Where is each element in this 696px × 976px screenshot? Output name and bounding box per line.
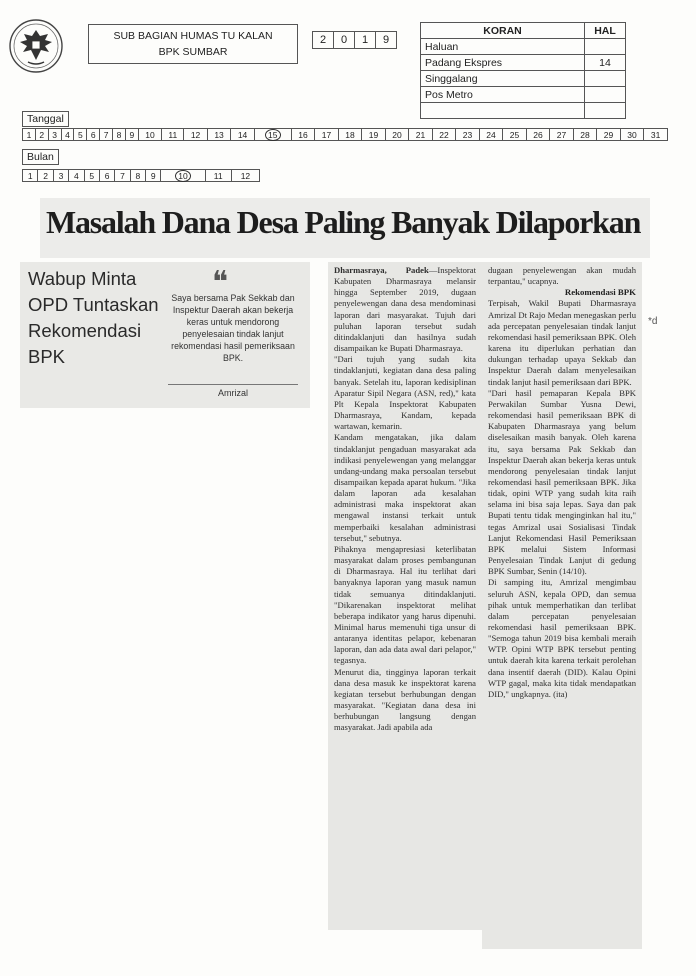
page-number bbox=[585, 71, 626, 87]
scale-number: 12 bbox=[190, 129, 201, 140]
scale-number: 28 bbox=[580, 129, 590, 140]
scale-cell-circled bbox=[161, 170, 205, 182]
pull-quote-author: Amrizal bbox=[217, 388, 248, 398]
scale-cell bbox=[207, 129, 231, 141]
scale-number: 8 bbox=[116, 129, 122, 140]
scale-cell bbox=[162, 129, 184, 141]
scale-number: 16 bbox=[298, 129, 308, 140]
scale-cell bbox=[146, 170, 161, 182]
scale-number: 18 bbox=[345, 129, 355, 140]
scale-number: 5 bbox=[78, 129, 83, 140]
bulan-label: Bulan bbox=[22, 149, 59, 165]
scale-cell bbox=[456, 129, 480, 141]
garuda-emblem-icon bbox=[8, 18, 64, 74]
scale-cell bbox=[231, 129, 255, 141]
pull-quote: Saya bersama Pak Sekkab dan Inspektur Daerah akan bekerja keras untuk mendorong penyelesaian tindak lanjut rekomendasi hasil pemeriksaan BPK. bbox=[171, 293, 295, 363]
scale-cell bbox=[74, 129, 87, 141]
scale-cell bbox=[184, 129, 208, 141]
table-row bbox=[421, 103, 626, 119]
scale-number: 5 bbox=[89, 170, 95, 181]
scale-cell bbox=[130, 170, 145, 182]
article-dateline: Dharmasraya, Padek bbox=[334, 265, 429, 275]
scale-number: 10 bbox=[145, 129, 155, 140]
newspaper-name: Pos Metro bbox=[421, 87, 585, 103]
scale-cell bbox=[231, 170, 259, 182]
scale-number: 30 bbox=[627, 129, 637, 140]
office-line-2: BPK SUMBAR bbox=[158, 46, 228, 58]
office-label-box bbox=[88, 24, 298, 64]
scale-number: 14 bbox=[237, 129, 248, 140]
scale-number: 1 bbox=[27, 170, 33, 181]
office-line-1: SUB BAGIAN HUMAS TU KALAN bbox=[113, 30, 273, 42]
column-2-text: Terpisah, Wakil Bupati Dharmasraya Amrizal Dt Rajo Medan menegaskan perlu ada percepatan penyelesaian tindak lanjut rekomendasi hasil pemeriksaan BPK. Oleh karena itu diperlukan perhatian dan dukungan terhadap upaya Sekkab dan Inspektur Daerah dalam menyelesaikan tindak lanjut hasil pemeriksaan dari BPK. "Dari hasil pemaparan Kepala BPK Perwakilan Sumbar Yusna Dewi, rekomendasi hasil pemeriksaan BPK di Kabupaten Dharmasraya yang belum diselesaikan masih banyak. Oleh karena itu, saya bersama Pak Sekkab dan Inspektur Daerah akan bekerja keras untuk mendorong penyelesaian tindak lanjut rekomendasi hasil pemeriksaan BPK. Jika tidak, opini WTP yang sudah kita raih selama ini bisa saja lepas. Saya dan pak Bupati tentu tidak menginginkan hal itu," tegas Amrizal usai Sosialisasi Tindak Lanjut Rekomendasi Hasil Pemeriksaan BPK melalui Sistem Informasi Penyelesaian Tindak Lanjut di gedung BPK Sumbar, Senin (14/10). Di samping itu, Amrizal mengimbau seluruh ASN, kepala OPD, dan semua pihak untuk memperhatikan dan terlibat dalam percepatan penyelesaian rekomendasi hasil pemeriksaan BPK. "Semoga tahun 2019 bisa kembali meraih WTP. Opini WTP BPK tersebut penting untuk daerah kita karena terkait perolehan dana insentif daerah (DID). Kalau Opini WTP gagal, maka kita tidak mendapatkan DID," ungkapnya. (ita) bbox=[488, 298, 636, 699]
scale-number: 3 bbox=[52, 129, 58, 140]
scale-number: 11 bbox=[213, 170, 223, 181]
scale-cell bbox=[125, 129, 138, 141]
scale-number: 12 bbox=[240, 170, 251, 181]
scale-number: 29 bbox=[603, 129, 614, 140]
scale-number: 23 bbox=[462, 129, 473, 140]
scale-cell bbox=[84, 170, 99, 182]
scale-number: 20 bbox=[392, 129, 402, 140]
scale-cell bbox=[138, 129, 162, 141]
scale-cell bbox=[205, 170, 231, 182]
scale-cell bbox=[48, 129, 61, 141]
scale-cell bbox=[597, 129, 621, 141]
scale-number: 24 bbox=[486, 129, 496, 140]
scale-cell bbox=[573, 129, 597, 141]
scale-cell bbox=[620, 129, 644, 141]
table-row bbox=[421, 87, 626, 103]
scale-number: 15 bbox=[265, 129, 280, 141]
subhead-line: Rekomendasi bbox=[28, 320, 142, 341]
tanggal-scale bbox=[22, 128, 668, 141]
article-subhead bbox=[28, 266, 159, 370]
tanggal-label: Tanggal bbox=[22, 111, 69, 127]
scale-cell bbox=[409, 129, 433, 141]
scale-cell bbox=[503, 129, 527, 141]
article-column-1 bbox=[328, 262, 482, 930]
scale-number: 3 bbox=[58, 170, 64, 181]
scale-number: 9 bbox=[150, 170, 156, 181]
scale-number: 1 bbox=[26, 129, 32, 140]
scale-cell bbox=[23, 170, 38, 182]
table-row bbox=[421, 39, 626, 55]
hal-header: HAL bbox=[585, 23, 626, 39]
page-number bbox=[585, 103, 626, 119]
scale-cell bbox=[338, 129, 362, 141]
year-digit: 9 bbox=[376, 32, 397, 49]
section-subheading: Rekomendasi BPK bbox=[564, 287, 636, 298]
table-row bbox=[421, 71, 626, 87]
scale-cell bbox=[35, 129, 48, 141]
newspaper-name: Padang Ekspres bbox=[421, 55, 585, 71]
scale-number: 4 bbox=[65, 129, 70, 140]
scale-cell bbox=[291, 129, 315, 141]
koran-header: KORAN bbox=[421, 23, 585, 39]
newspaper-name bbox=[421, 103, 585, 119]
scale-cell bbox=[550, 129, 574, 141]
scale-number: 11 bbox=[168, 129, 178, 140]
scale-cell-circled bbox=[254, 129, 291, 141]
subhead-line: BPK bbox=[28, 346, 66, 367]
page-number: 14 bbox=[585, 55, 626, 71]
scale-cell bbox=[526, 129, 550, 141]
quote-icon: ❝ bbox=[212, 266, 229, 299]
year-digit: 1 bbox=[355, 32, 376, 49]
article-column-2 bbox=[482, 262, 642, 949]
scale-number: 21 bbox=[415, 129, 426, 140]
scale-number: 7 bbox=[120, 170, 125, 181]
divider bbox=[168, 384, 298, 385]
scale-cell bbox=[115, 170, 130, 182]
subhead-line: OPD Tuntaskan bbox=[28, 294, 159, 315]
scale-number: 6 bbox=[90, 129, 96, 140]
column-1-text: —Inspektorat Kabupaten Dharmasraya melansir hingga September 2019, dugaan penyelewengan dana desa mendominasi laporan dari masyarakat. Tujuh dari puluhan laporan tersebut sudah ditindaklanjuti dan hasilnya sudah disampaikan ke Bupati Dharmasraya. "Dari tujuh yang sudah kita tindaklanjuti, kegiatan dana desa paling banyak. Setelah itu, laporan kedisiplinan Aparatur Sipil Negara (ASN, red)," kata Plt Kepala Inspektorat Kabupaten Dharmasraya, Kandam, kepada wartawan, kemarin. Kandam mengatakan, jika dalam tindaklanjut pengaduan masyarakat ada indikasi penyelewengan yang melanggar undang-undang maka persoalan tersebut disampaikan kepada aparat hukum. "Jika dalam laporan ada kesalahan administrasi maka inspektorat akan mengawal instansi terkait untuk memperbaiki kesalahan administrasi tersebut," sebutnya. Pihaknya mengapresiasi keterlibatan masyarakat dalam proses pembangunan di Dharmasraya. Hal itu terlihat dari banyaknya laporan yang masuk namun tidak semuanya ditindaklanjuti. "Dikarenakan inspektorat melihat beberapa indikator yang harus dipenuhi. Minimal harus memenuhi tiga unsur di antaranya identitas pelapor, kebenaran laporan, dan ada data awal dari pelapor," tegasnya. Menurut dia, tingginya laporan terkait dana desa masuk ke inspektorat karena kegiatan tersebut berhubungan dengan masyarakat. "Kegiatan dana desa ini berhubungan langsung dengan masyarakat. Jadi apabila ada bbox=[334, 265, 476, 733]
scale-number: 25 bbox=[509, 129, 520, 140]
scale-cell bbox=[479, 129, 503, 141]
newspaper-name: Singgalang bbox=[421, 71, 585, 87]
scale-cell bbox=[23, 129, 36, 141]
scale-number: 9 bbox=[129, 129, 135, 140]
scale-cell bbox=[38, 170, 53, 182]
year-digit: 2 bbox=[313, 32, 334, 49]
column-2-intro: dugaan penyelewengan akan mudah terpantau," ucapnya. bbox=[488, 265, 636, 287]
scale-number: 19 bbox=[368, 129, 379, 140]
scale-number: 17 bbox=[321, 129, 332, 140]
year-digit: 0 bbox=[334, 32, 355, 49]
page-number bbox=[585, 39, 626, 55]
scale-number: 31 bbox=[650, 129, 661, 140]
margin-mark: *d bbox=[648, 316, 658, 327]
scale-cell bbox=[69, 170, 84, 182]
bulan-scale bbox=[22, 169, 260, 182]
page-number bbox=[585, 87, 626, 103]
scale-cell bbox=[87, 129, 100, 141]
scale-number: 4 bbox=[73, 170, 79, 181]
scale-cell bbox=[362, 129, 386, 141]
scale-cell bbox=[100, 129, 113, 141]
koran-table bbox=[420, 22, 626, 119]
scale-cell bbox=[61, 129, 74, 141]
scale-number: 7 bbox=[103, 129, 109, 140]
scale-number: 2 bbox=[39, 129, 45, 140]
scale-cell bbox=[113, 129, 126, 141]
scale-number: 27 bbox=[556, 129, 567, 140]
scale-cell bbox=[644, 129, 668, 141]
scale-number: 26 bbox=[533, 129, 543, 140]
year-box bbox=[312, 31, 397, 49]
scale-cell bbox=[385, 129, 409, 141]
scale-number: 13 bbox=[214, 129, 224, 140]
scale-number: 8 bbox=[135, 170, 141, 181]
scale-number: 2 bbox=[43, 170, 48, 181]
scale-number: 10 bbox=[175, 170, 190, 182]
newspaper-name: Haluan bbox=[421, 39, 585, 55]
table-row bbox=[421, 55, 626, 71]
scale-number: 22 bbox=[439, 129, 449, 140]
subhead-line: Wabup Minta bbox=[28, 268, 137, 289]
scale-cell bbox=[432, 129, 456, 141]
scale-cell bbox=[99, 170, 114, 182]
scale-cell bbox=[315, 129, 339, 141]
scale-number: 6 bbox=[104, 170, 110, 181]
article-headline: Masalah Dana Desa Paling Banyak Dilaporkan bbox=[46, 204, 641, 240]
scale-cell bbox=[53, 170, 68, 182]
